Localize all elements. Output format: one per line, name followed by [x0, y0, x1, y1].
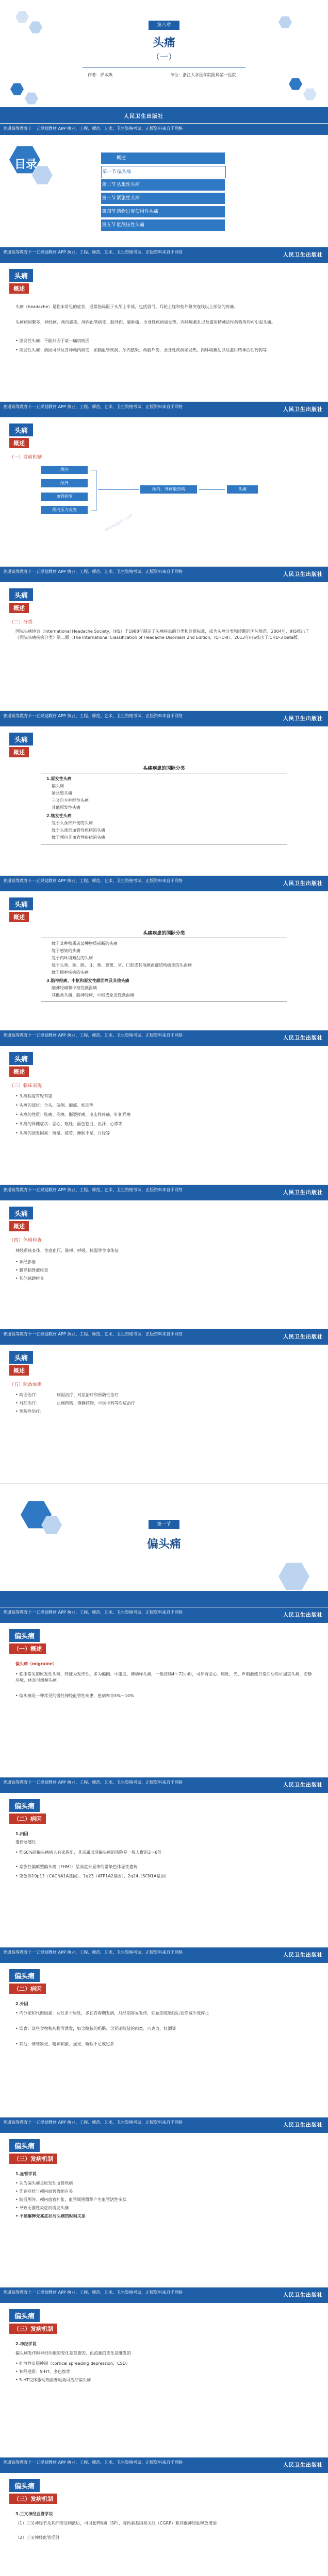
- section-divider-slide: [0, 1484, 328, 1607]
- publisher-logo: 人民卫生出版社: [283, 2293, 323, 2298]
- table-row: 其他原发性头痛: [52, 805, 80, 810]
- top-bar: [0, 2458, 328, 2473]
- table-row: 偏头痛: [52, 784, 64, 788]
- heading: 1.内因: [15, 1832, 28, 1836]
- toc-item-overview[interactable]: 概述: [101, 152, 225, 164]
- toc-item-low-pressure[interactable]: 第五节 低颅压性头痛: [101, 219, 225, 231]
- bullet: • 5-HT受体激动剂曲普坦类可治疗偏头痛: [15, 2378, 91, 2382]
- flow-box-extracranial: 颅外: [41, 479, 88, 487]
- slide-title: 偏头痛: [9, 1969, 40, 1982]
- section-label: 概述: [9, 912, 29, 922]
- publisher-logo: 人民卫生出版社: [283, 881, 323, 887]
- table-row: 1.原发性头痛: [46, 776, 72, 781]
- classification-slide-2: [0, 876, 328, 1030]
- table-row: 其他类头痛、脑神经痛、中枢或原发性颜面痛: [52, 993, 134, 997]
- mechanism-slide-2: [0, 2287, 328, 2458]
- section-label: 概述: [9, 747, 29, 757]
- table-row: 三叉自主神经性头痛: [52, 798, 89, 803]
- bullet: • 预防性治疗：: [15, 1409, 44, 1414]
- cover-title: 头痛: [152, 37, 175, 49]
- treatment-slide: [0, 1329, 328, 1484]
- bullet: • 临床常见的原发性头痛，特征为发作性、多为偏侧、中重度、搏动样头痛，一般持续4～72小时，可伴有恶心、呕吐，光、声刺激或日常活动均可加重头痛，安静环境、休息可缓解头痛: [15, 1672, 312, 1683]
- bullet: • 不能解释先兆症状与头痛的时间关系: [15, 2214, 86, 2218]
- publisher-logo: 人民卫生出版社: [283, 1190, 323, 1196]
- cover-subtitle: （一）: [151, 52, 176, 62]
- author-label: 作者：罗本燕: [88, 73, 112, 77]
- paragraph: 国际头痛协会（International Headache Society，IHS）于1988年制定了头痛疾患的分类和诊断标准，成为头痛分类和诊断的国际规范。2004年，IHS推出了《国际头痛疾病分类》第二版（The International Classification of Headache Disorders 2nd Edition，ICHD-Ⅱ）。2013年IHS推出了ICHD-3 beta版。: [15, 629, 309, 640]
- flow-box-headache: 头痛: [227, 485, 258, 494]
- slide-title: 偏头痛: [9, 1629, 40, 1642]
- bullet: • 约60%的偏头痛病人有家族史，其亲属出现偏头痛的风险是一般人群的3～6倍: [15, 1850, 162, 1855]
- migraine-cause-slide-2: [0, 1947, 328, 2117]
- table-row: 缘于头颅、颈、眼、耳、鼻、鼻窦、牙、口腔或其他颜面部结构病变的头面痛: [52, 963, 192, 968]
- slide-title: 头痛: [9, 1207, 33, 1219]
- slide-title: 头痛: [9, 588, 33, 601]
- top-bar: [0, 567, 328, 582]
- publisher-logo: 人民卫生出版社: [283, 2123, 323, 2128]
- top-bar: [0, 1777, 328, 1793]
- flow-bracket: [91, 470, 96, 511]
- bar-text: 普通高等教育十一五规划教材 APP 执业、工程、师范、艺术、卫生资格考试，正版资料来自于网络: [3, 126, 183, 131]
- heading: 3.三叉神经血管学说: [15, 2512, 53, 2516]
- table-row: 缘于内环境紊乱的头痛: [52, 956, 93, 960]
- heading: 2.神经学说: [15, 2342, 37, 2346]
- toc-heading: 目录: [14, 158, 38, 171]
- section-label: （三）发病机制: [9, 2154, 57, 2164]
- publisher-logo: 人民卫生出版社: [283, 252, 323, 258]
- overview-slide-3: [0, 567, 328, 711]
- bar-text: 普通高等教育十一五规划教材 APP 执业、工程、师范、艺术、卫生资格考试，正版资料来自于网络: [3, 714, 183, 718]
- mechanism-slide-3: [0, 2458, 328, 2576]
- table-row: 缘于某种物质或某种物质戒断的头痛: [52, 941, 118, 946]
- slide-title: 头痛: [9, 1052, 33, 1065]
- section-title: 偏头痛: [146, 1538, 181, 1551]
- bullet: • 神经影像: [15, 1260, 36, 1264]
- top-bar: [0, 1947, 328, 1963]
- bullet: • 其他：情绪紧张、精神刺激、强光、睡眠不足或过多: [15, 2042, 114, 2046]
- bar-text: 普通高等教育十一五规划教材 APP 执业、工程、师范、艺术、卫生资格考试，正版资料来自于网络: [3, 1188, 183, 1192]
- toc-item-medication[interactable]: 第四节 药物过度使用性头痛: [101, 206, 225, 217]
- section-label: 概述: [9, 1221, 29, 1231]
- term-label: 偏头痛（migraine）: [15, 1662, 57, 1666]
- subsection-title: （三）临床表现: [9, 1083, 42, 1089]
- flow-box-pressure: 颅内压力改变: [41, 506, 88, 514]
- bullet: • 扩散性皮层抑制（cortical spreading depression，CSD）: [15, 2361, 130, 2366]
- bullet: • 认为偏头痛是原发性血管疾病: [15, 2181, 73, 2185]
- top-bar: [0, 711, 328, 726]
- migraine-cause-slide-1: [0, 1777, 328, 1947]
- classification-slide-1: [0, 711, 328, 876]
- section-label: 概述: [9, 1066, 29, 1077]
- bar-text: 普通高等教育十一五规划教材 APP 执业、工程、师范、艺术、卫生资格考试，正版资料来自于网络: [3, 2120, 183, 2125]
- table-row: 缘于头颈部血管性疾病的头痛: [52, 828, 105, 833]
- slide-title: 偏头痛: [9, 2309, 40, 2322]
- table-title: 头痛疾患的国际分类: [143, 931, 185, 936]
- heading: 2.外因: [15, 2002, 28, 2006]
- bullet: • 家族性偏瘫型偏头痛（FHM）：呈高度外显率的常染色体显性遗传: [15, 1865, 138, 1869]
- section-badge: 第一节: [149, 1520, 179, 1529]
- chapter-badge: 第八章: [149, 21, 179, 30]
- bullet: • 导致无菌性炎症而诱发头痛: [15, 2206, 69, 2210]
- table-row: 3.脑神经痛、中枢和原发性颜面痛及其他头痛: [46, 978, 129, 983]
- publisher-logo: 人民卫生出版社: [124, 114, 163, 120]
- migraine-overview-slide: [0, 1607, 328, 1777]
- section-label: （三）发病机制: [9, 2324, 57, 2334]
- bullet: • 饮食：某些食物和药物可诱发，如含酪胺的奶酪、含亚硝酸盐的肉类、巧克力、红酒等: [15, 2026, 176, 2031]
- bar-text: 普通高等教育十一五规划教材 APP 执业、工程、师范、艺术、卫生资格考试，正版资料来自于网络: [3, 404, 183, 409]
- bullet: • 头痛的伴随症状：恶心、呕吐、面色苍白、出汗、心悸等: [15, 1122, 123, 1126]
- top-bar: [0, 1329, 328, 1345]
- section-label: 概述: [9, 283, 29, 294]
- top-bar: [0, 1030, 328, 1046]
- subsection-title: （五）防治原则: [9, 1382, 42, 1387]
- top-bar: [0, 2117, 328, 2133]
- cover-slide: [0, 0, 328, 124]
- bullet: • 头痛程度有轻有重: [15, 1094, 53, 1098]
- toc-slide: [0, 124, 328, 247]
- bar-text: 普通高等教育十一五规划教材 APP 执业、工程、师范、艺术、卫生资格考试，正版资料来自于网络: [3, 569, 183, 574]
- bullet: • 腰穿脑脊液检查: [15, 1268, 48, 1273]
- top-bar: [0, 1607, 328, 1623]
- table-row: 缘于精神疾病的头痛: [52, 970, 89, 975]
- table-row: 缘于颅内非血管性疾病的头痛: [52, 835, 105, 840]
- toc-item-tension[interactable]: 第三节 紧张性头痛: [101, 193, 225, 204]
- table-row: 缘于感染的头痛: [52, 948, 80, 953]
- flow-box-vascular: 血管病变: [41, 493, 88, 501]
- bullet: • 头痛的诱发因素：情绪、疲劳、睡眠不足、月经等: [15, 1131, 110, 1136]
- flow-arrow: [98, 489, 139, 490]
- watermark: www.ppt.com: [104, 513, 134, 533]
- top-bar: [0, 876, 328, 891]
- top-bar: [0, 2287, 328, 2303]
- bullet: • 对症治疗：: [15, 1401, 40, 1405]
- toc-item-migraine[interactable]: 第一节 偏头痛: [101, 166, 226, 178]
- paragraph: 病因治疗、对症治疗和预防性治疗: [57, 1393, 119, 1397]
- top-bar: [0, 247, 328, 263]
- bar-text: 普通高等教育十一五规划教材 APP 执业、工程、师范、艺术、卫生资格考试，正版资料来自于网络: [3, 1033, 183, 1038]
- bullet: • 原发性头痛：不能归因于某一确切病因: [15, 338, 90, 343]
- table-title: 头痛疾患的国际分类: [143, 766, 185, 771]
- bar-text: 普通高等教育十一五规划教材 APP 执业、工程、师范、艺术、卫生资格考试，正版资料来自于网络: [3, 1780, 183, 1785]
- paragraph: 偏头痛发作时神经功能的变化是首要的，血流量的变化是继发的: [15, 2351, 131, 2355]
- publisher-logo: 人民卫生出版社: [283, 1783, 323, 1788]
- section-label: （二）病因: [9, 1814, 46, 1824]
- heading: 遗传易感性: [15, 1840, 36, 1844]
- slide-title: 偏头痛: [9, 2139, 40, 2152]
- bottom-bar: [0, 1591, 328, 1607]
- paragraph: 头痛（headache）是临床常见的症状，通常指局限于头颅上半部，包括眉弓、耳轮上缘和枕外隆突连线以上部位的疼痛。: [15, 304, 238, 309]
- section-label: （二）病因: [9, 1984, 46, 1994]
- bar-text: 普通高等教育十一五规划教材 APP 执业、工程、师范、艺术、卫生资格考试，正版资料来自于网络: [3, 1950, 183, 1955]
- slide-title: 头痛: [9, 1351, 33, 1364]
- bar-text: 普通高等教育十一五规划教材 APP 执业、工程、师范、艺术、卫生资格考试，正版资料来自于网络: [3, 878, 183, 883]
- bar-text: 普通高等教育十一五规划教材 APP 执业、工程、师范、艺术、卫生资格考试，正版资料来自于网络: [3, 1610, 183, 1615]
- bar-text: 普通高等教育十一五规划教材 APP 执业、工程、师范、艺术、卫生资格考试，正版资料来自于网络: [3, 2460, 183, 2465]
- bullet: • 神经递质：5-HT、多巴胺等: [15, 2369, 71, 2374]
- bullet: • 内分泌和代谢因素：女性多于男性，多在青春期发病，月经期容易发作，妊娠期或绝经后发作减少或停止: [15, 2011, 209, 2015]
- table-row: 缘于头颈部外伤的头痛: [52, 821, 93, 825]
- slide-title: 头痛: [9, 423, 33, 436]
- bullet: • 随后颅外、颅内血管扩张，血管周围组织产生血管活性多肽: [15, 2197, 127, 2202]
- publisher-logo: 人民卫生出版社: [283, 1036, 323, 1041]
- slide-title: 头痛: [9, 897, 33, 910]
- slide-title: 头痛: [9, 269, 33, 282]
- subsection-title: （二）分类: [9, 620, 33, 625]
- bullet: • 继发性头痛：病因可涉及各种颅内病变，如脑血管疾病、颅内感染、颅脑外伤，全身性疾病如发热、内环境紊乱以及滥用精神活性药物等: [15, 348, 267, 352]
- publisher-logo: 人民卫生出版社: [283, 1613, 323, 1618]
- flow-box-intracranial: 颅内: [41, 466, 88, 474]
- overview-slide-1: [0, 247, 328, 402]
- publisher-logo: 人民卫生出版社: [283, 1953, 323, 1958]
- bar-text: 普通高等教育十一五规划教材 APP 执业、工程、师范、艺术、卫生资格考试，正版资料来自于网络: [3, 2290, 183, 2295]
- top-bar: [0, 402, 328, 417]
- section-label: 概述: [9, 438, 29, 448]
- section-label: （三）发病机制: [9, 2494, 57, 2504]
- subsection-title: （一）发病机制: [9, 455, 42, 460]
- slide-title: 偏头痛: [9, 1799, 40, 1812]
- bullet: • 头痛的性质：胀痛、闷痛、撕裂样痛、电击样疼痛、针刺样痛: [15, 1112, 131, 1117]
- bar-text: 普通高等教育十一五规划教材 APP 执业、工程、师范、艺术、卫生资格考试，正版资料来自于网络: [3, 250, 183, 255]
- top-bar: [0, 124, 328, 135]
- flow-box-pain-structures: 颅内、外痛敏结构: [140, 485, 197, 494]
- bullet: • 头痛的部位：全头、偏侧、额部、枕部等: [15, 1103, 94, 1108]
- flow-arrow: [199, 489, 225, 490]
- org-label: 单位：浙江大学医学院附属第一医院: [170, 73, 236, 77]
- bullet: • 病因治疗：: [15, 1393, 40, 1397]
- slide-title: 头痛: [9, 733, 33, 745]
- paragraph: 头痛病因繁多，神经痛、颅内感染、颅内血管病变、脑外伤、脑肿瘤、全身性疾病如发热、内环境紊乱以及滥用精神活性药物等均可引起头痛。: [15, 320, 275, 325]
- table-row: 2.继发性头痛: [46, 814, 72, 818]
- paragraph: 神经系统查体，注意血压、脉搏、呼吸、体温等生命体征: [15, 1248, 119, 1253]
- section-label: 概述: [9, 603, 29, 613]
- section-label: 概述: [9, 1365, 29, 1376]
- publisher-logo: 人民卫生出版社: [283, 407, 323, 413]
- bullet: • 其他辅助检查: [15, 1276, 44, 1281]
- table-row: 脑神经痛和中枢性颜面痛: [52, 986, 97, 990]
- publisher-logo: 人民卫生出版社: [283, 1334, 323, 1340]
- publisher-logo: 人民卫生出版社: [283, 572, 323, 578]
- exam-slide: [0, 1185, 328, 1329]
- bottom-bar: [0, 107, 328, 124]
- bullet: • 偏头痛是一种常见的慢性神经血管性疾患，患病率为5%～10%: [15, 1693, 134, 1698]
- bullet: • 染色体19p13（CACNA1A基因）、1q23（ATP1A2基因）、2q24（SCN1A基因）: [15, 1874, 169, 1878]
- paragraph: （2）三叉神经血管反射: [15, 2535, 60, 2540]
- section-label: （一）概述: [9, 1643, 46, 1654]
- table-row: 紧张型头痛: [52, 791, 72, 795]
- mechanism-slide-1: [0, 2117, 328, 2287]
- bullet: • 先兆症状与颅内血管收缩有关: [15, 2189, 73, 2194]
- bar-text: 普通高等教育十一五规划教材 APP 执业、工程、师范、艺术、卫生资格考试，正版资料来自于网络: [3, 1332, 183, 1336]
- heading: 1.血管学说: [15, 2172, 37, 2176]
- slide-title: 偏头痛: [9, 2479, 40, 2492]
- subsection-title: （四）体格检查: [9, 1238, 42, 1243]
- publisher-logo: 人民卫生出版社: [283, 716, 323, 722]
- toc-item-cluster[interactable]: 第二节 丛集性头痛: [101, 179, 225, 191]
- overview-slide-2: [0, 402, 328, 567]
- top-bar: [0, 1185, 328, 1200]
- paragraph: （1）三叉神经节及其纤维受刺激后，可引起P物质（SP）、降钙素基因相关肽（CGRP）和其他神经肽释放增加: [15, 2521, 217, 2526]
- clinical-slide: [0, 1030, 328, 1185]
- paragraph: 止痛药物、镇静药物、中医中药等对症治疗: [57, 1401, 135, 1405]
- publisher-logo: 人民卫生出版社: [283, 2463, 323, 2468]
